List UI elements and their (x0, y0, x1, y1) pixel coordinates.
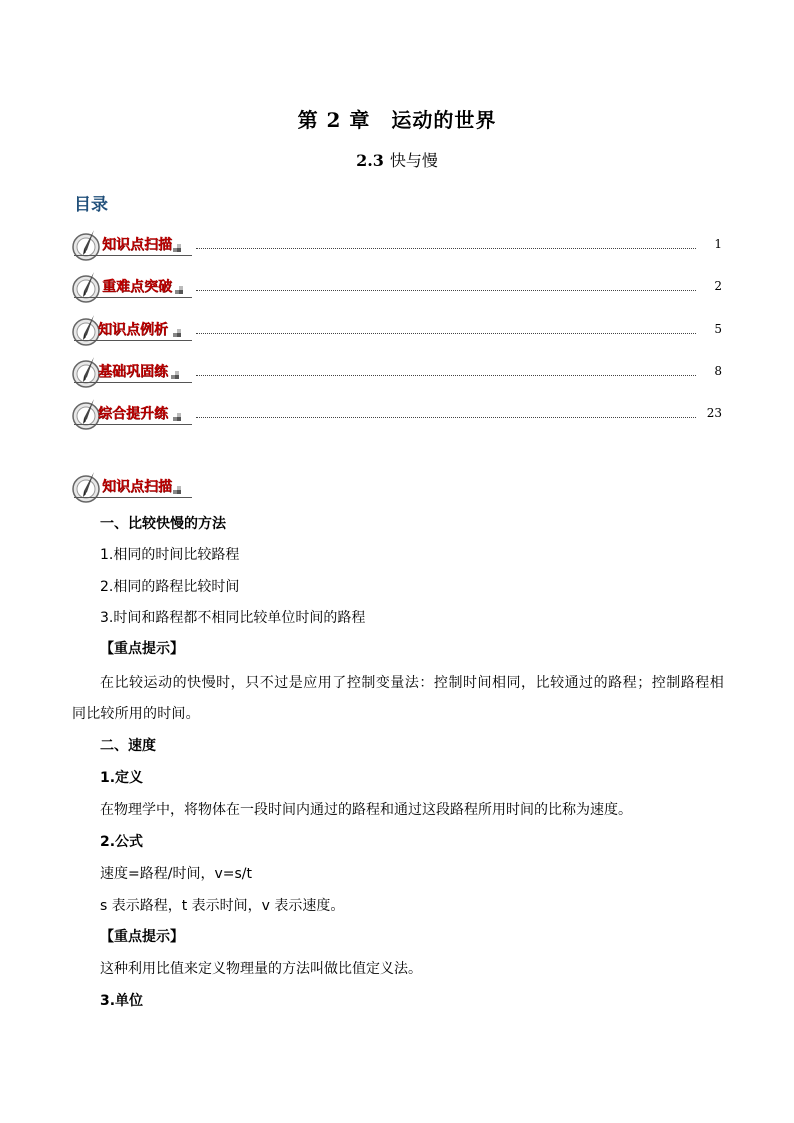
toc-page-number: 5 (714, 322, 722, 336)
section-name: 快与慢 (389, 151, 438, 170)
formula-note: s 表示路程，t 表示时间，v 表示速度。 (100, 898, 345, 914)
dots-icon (171, 371, 179, 379)
badge-underline (74, 424, 192, 425)
unit-label: 3.单位 (100, 993, 144, 1009)
list-item: 2.相同的路程比较时间 (100, 579, 240, 595)
section-badge-label: 知识点扫描 (102, 479, 172, 495)
formula-label: 2.公式 (100, 834, 144, 850)
list-item: 3.时间和路程都不相同比较单位时间的路程 (100, 610, 366, 626)
badge-underline (74, 255, 192, 256)
toc-leader (196, 290, 696, 291)
toc-item-4[interactable] (70, 355, 722, 389)
toc-badge (70, 355, 194, 389)
list-item: 1.相同的时间比较路程 (100, 547, 240, 563)
toc-item-5[interactable] (70, 397, 722, 431)
section-title (0, 148, 794, 171)
tip-label: 【重点提示】 (100, 929, 184, 945)
badge-underline (74, 497, 192, 498)
toc-leader (196, 417, 696, 418)
formula-text: 速度=路程/时间，v=s/t (100, 866, 252, 882)
section-number: 2.3 (356, 151, 384, 170)
badge-underline (74, 340, 192, 341)
toc-page-number: 2 (714, 279, 722, 293)
dots-icon (173, 329, 181, 337)
toc-item-label: 知识点例析 (98, 322, 168, 338)
toc-leader (196, 333, 696, 334)
definition-text: 在物理学中，将物体在一段时间内通过的路程和通过这段路程所用时间的比称为速度。 (100, 802, 632, 818)
tip-text: 在比较运动的快慢时，只不过是应用了控制变量法：控制时间相同，比较通过的路程；控制路程相同比较所用的时间。 (72, 675, 724, 722)
tip-text: 这种利用比值来定义物理量的方法叫做比值定义法。 (100, 961, 422, 977)
toc-page-number: 1 (714, 237, 722, 251)
brush-icon (70, 270, 106, 304)
toc-badge (70, 228, 194, 262)
chapter-title: 第 2 章 运动的世界 (297, 108, 497, 132)
dots-icon (173, 244, 181, 252)
toc-item-3[interactable] (70, 313, 722, 347)
toc-leader (196, 375, 696, 376)
tip-label: 【重点提示】 (100, 641, 184, 657)
dots-icon (175, 286, 183, 294)
toc-heading: 目录 (74, 195, 108, 215)
toc-item-label: 知识点扫描 (102, 237, 172, 253)
toc-item-label: 基础巩固练 (98, 364, 168, 380)
dots-icon (173, 486, 181, 494)
heading-compare-methods: 一、比较快慢的方法 (100, 516, 226, 532)
brush-icon (70, 470, 106, 504)
toc-item-label: 综合提升练 (98, 406, 168, 422)
toc-page-number: 23 (706, 406, 722, 420)
toc-item-2[interactable] (70, 270, 722, 304)
badge-underline (74, 297, 192, 298)
toc-leader (196, 248, 696, 249)
toc-badge (70, 270, 194, 304)
dots-icon (173, 413, 181, 421)
toc-badge (70, 313, 194, 347)
definition-label: 1.定义 (100, 770, 144, 786)
toc-badge (70, 397, 194, 431)
heading-speed: 二、速度 (100, 738, 156, 754)
toc-item-1[interactable] (70, 228, 722, 262)
brush-icon (70, 228, 106, 262)
section-badge (70, 470, 194, 504)
badge-underline (74, 382, 192, 383)
toc-page-number: 8 (714, 364, 722, 378)
toc-item-label: 重难点突破 (102, 279, 172, 295)
section-badge-inner (70, 470, 194, 504)
